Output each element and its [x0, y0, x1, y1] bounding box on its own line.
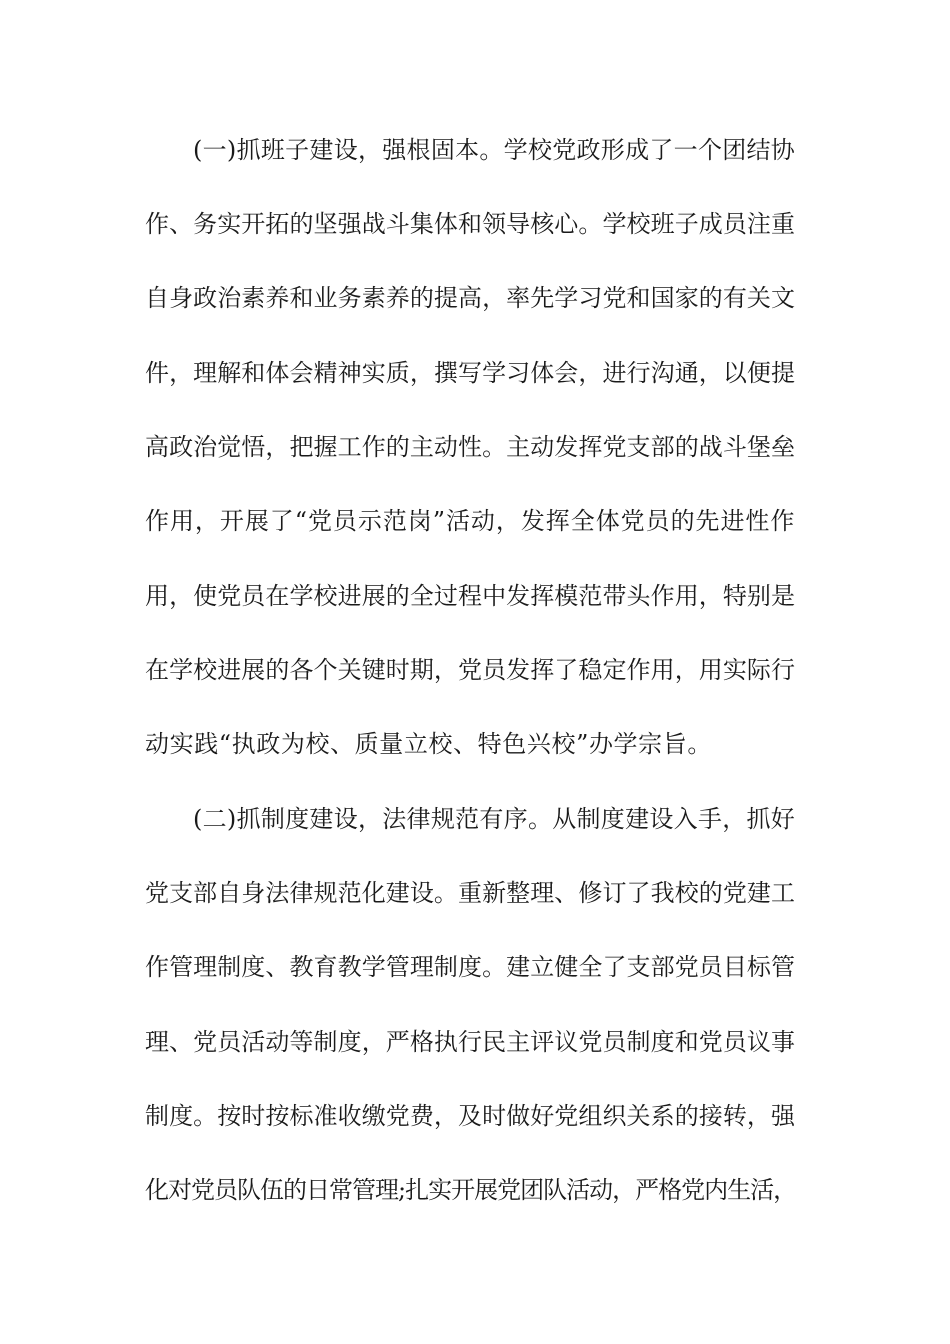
paragraph-2-line-1: (二)抓制度建设，法律规范有序。从制度建设入手，抓好: [193, 805, 795, 833]
paragraph-1-line-3: 自身政治素养和业务素养的提高，率先学习党和国家的有关文: [145, 284, 795, 312]
paragraph-1-line-4: 件，理解和体会精神实质，撰写学习体会，进行沟通，以便提: [145, 359, 795, 387]
paragraph-1-line-5: 高政治觉悟，把握工作的主动性。主动发挥党支部的战斗堡垒: [145, 433, 795, 461]
paragraph-2-line-2: 党支部自身法律规范化建设。重新整理、修订了我校的党建工: [145, 879, 795, 907]
paragraph-2-line-6: 化对党员队伍的日常管理;扎实开展党团队活动，严格党内生活，: [145, 1176, 797, 1204]
paragraph-2-line-3: 作管理制度、教育教学管理制度。建立健全了支部党员目标管: [145, 953, 795, 981]
paragraph-1-line-6: 作用，开展了“党员示范岗”活动，发挥全体党员的先进性作: [145, 507, 795, 535]
paragraph-1-line-1: (一)抓班子建设，强根固本。学校党政形成了一个团结协: [193, 136, 795, 164]
paragraph-1-line-2: 作、务实开拓的坚强战斗集体和领导核心。学校班子成员注重: [145, 210, 795, 238]
paragraph-2-line-5: 制度。按时按标准收缴党费，及时做好党组织关系的接转，强: [145, 1102, 795, 1130]
paragraph-1-line-7: 用，使党员在学校进展的全过程中发挥模范带头作用，特别是: [145, 582, 795, 610]
paragraph-1-line-8: 在学校进展的各个关键时期，党员发挥了稳定作用，用实际行: [145, 656, 795, 684]
paragraph-2-line-4: 理、党员活动等制度，严格执行民主评议党员制度和党员议事: [145, 1028, 795, 1056]
paragraph-1-line-9: 动实践“执政为校、质量立校、特色兴校”办学宗旨。: [145, 730, 712, 758]
